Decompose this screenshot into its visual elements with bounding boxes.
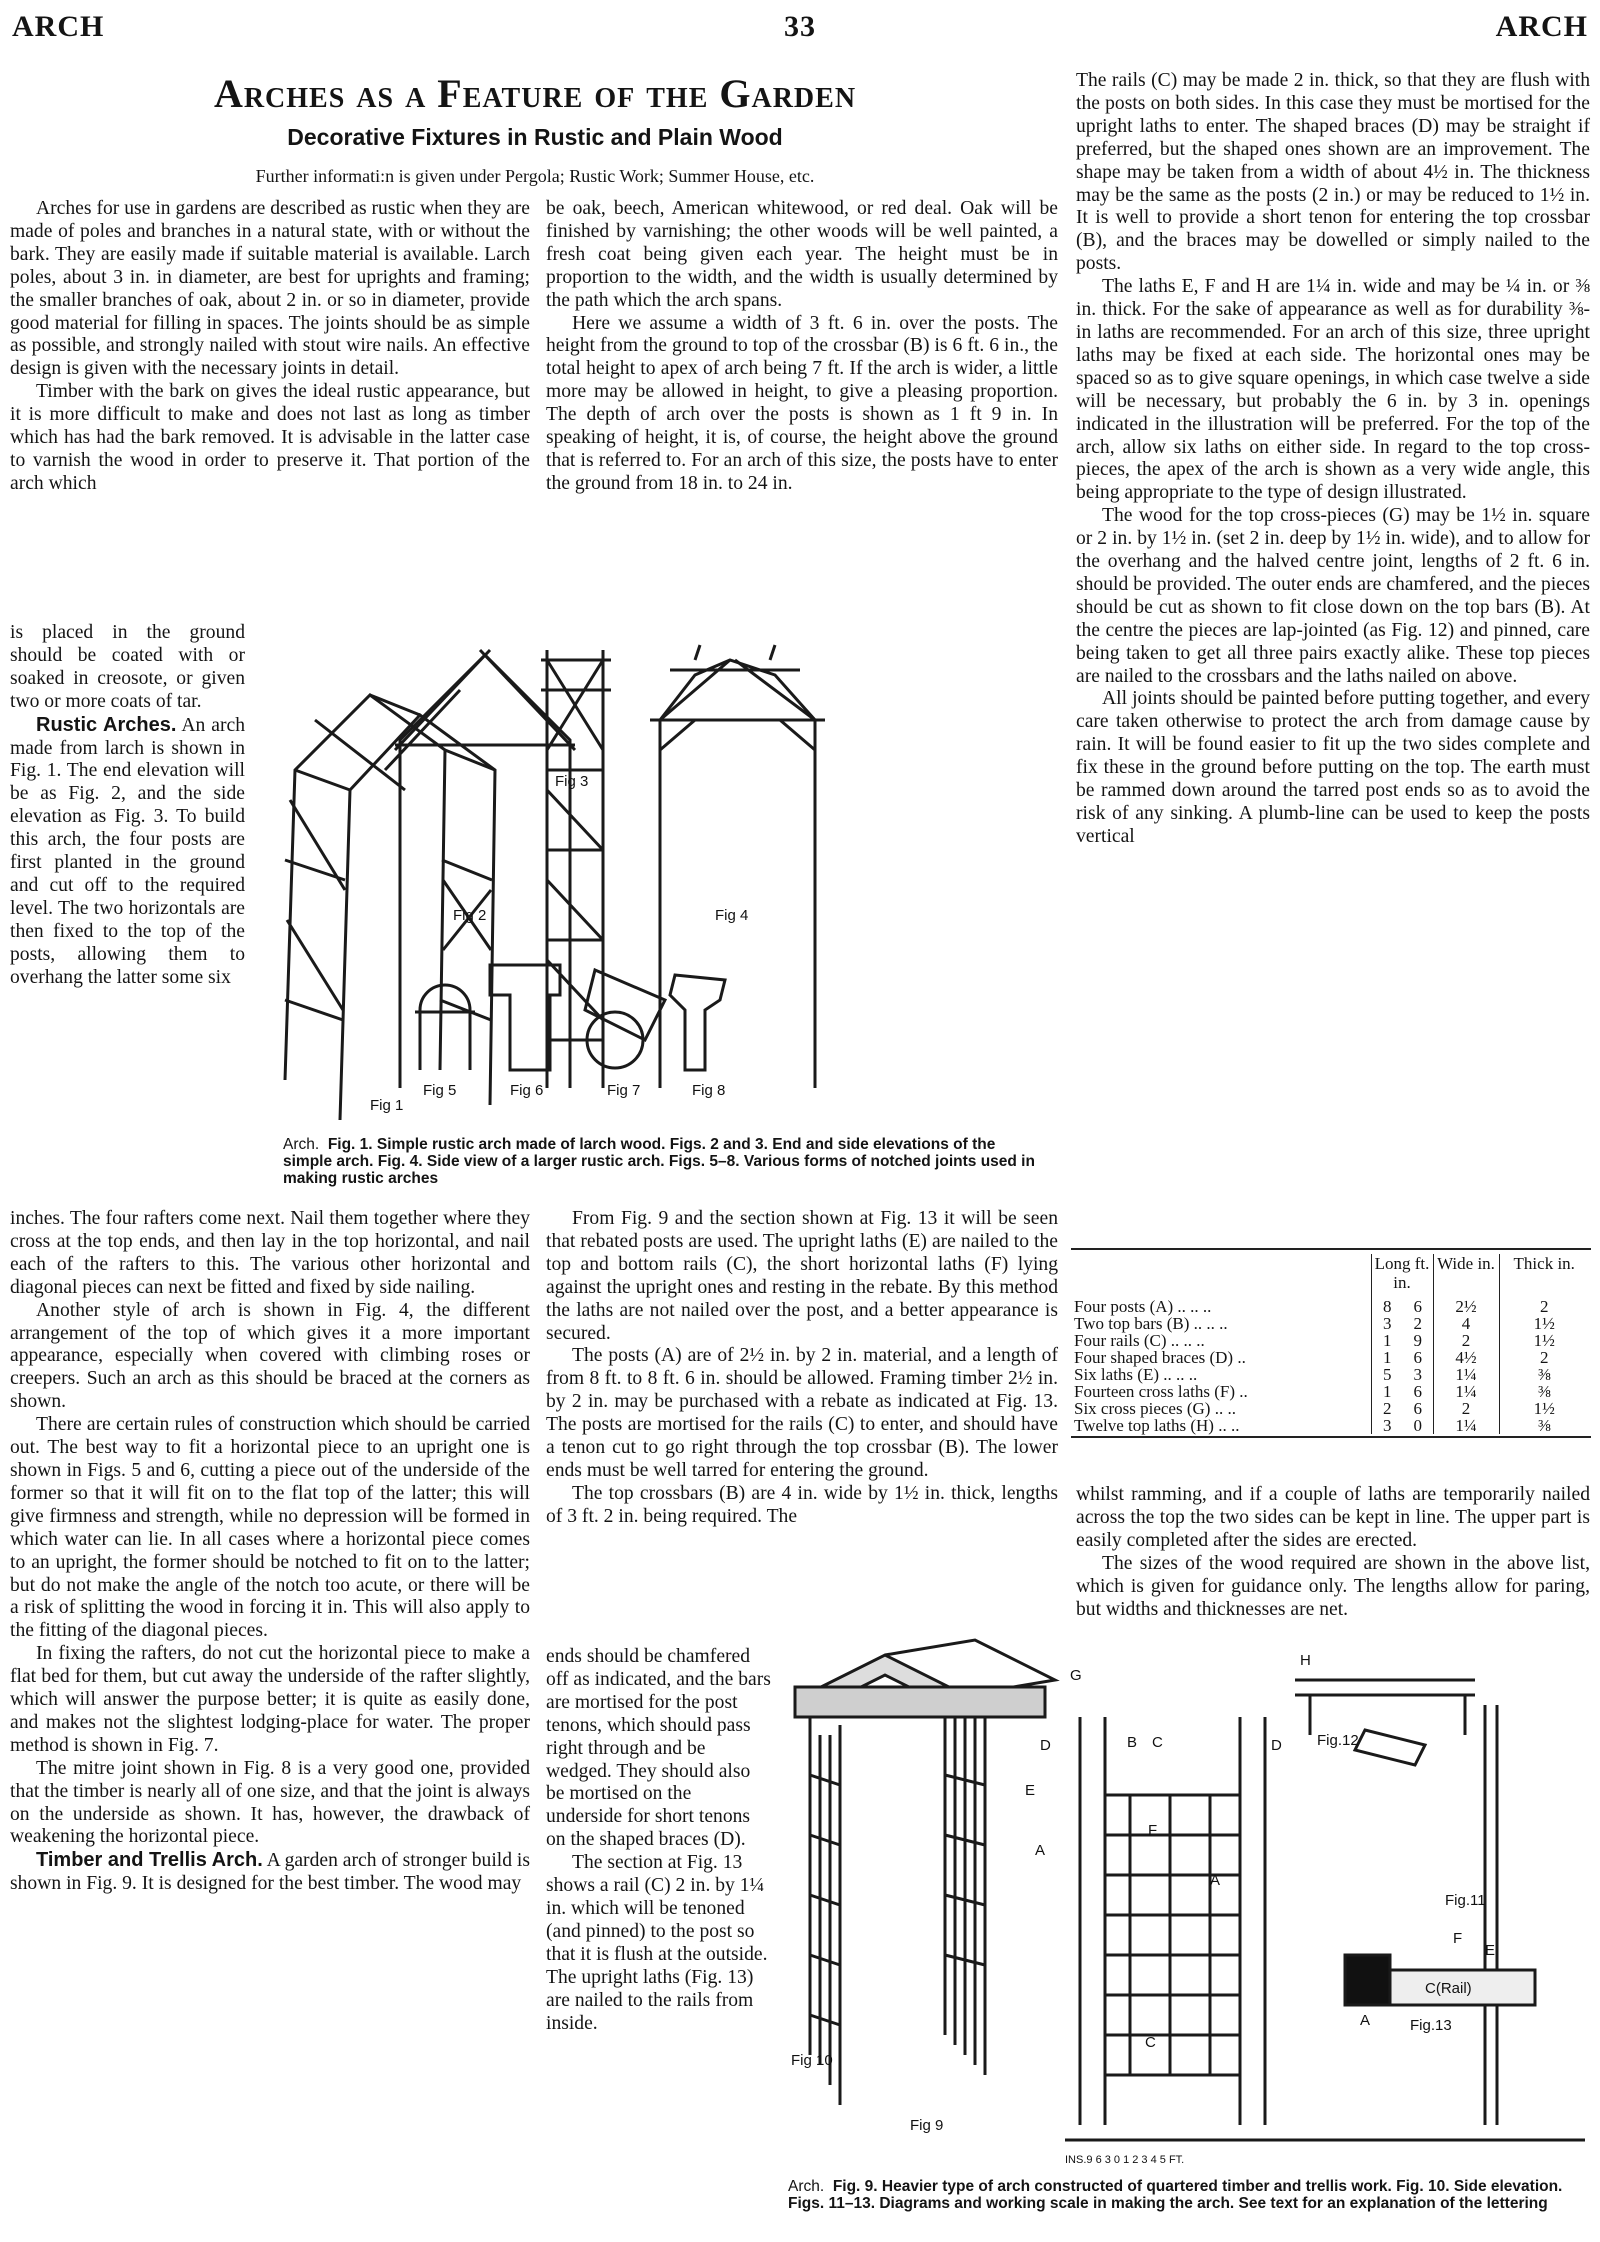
paragraph: Timber with the bark on gives the ideal rustic appearance, but it is more difficult to make and does not last as long as timber which has had the bark removed. It is advisable in the latter case to varnish the wood in order to preserve it. That portion of the arch which <box>10 381 530 494</box>
column-2-middle <box>546 1208 1058 1529</box>
column-3-upper <box>1076 70 1590 849</box>
paragraph: There are certain rules of construction which should be carried out. The best way to fit a horizontal piece to an upright one is shown in Figs. 5 and 6, cutting a piece out of the underside of the former so that it will fit on to the flat top of the latter; this will give firmness and strength, while no depression will be formed in which water can lie. In all cases where a horizontal piece comes to an upright, the former should be notched to fit on to the latter; but do not make the angle of the notch too acute, or there will be a risk of splitting the wood in forcing it in. This will also apply to the fitting of the diagonal pieces. <box>10 1414 530 1642</box>
label-g: G <box>1070 1667 1082 1684</box>
label-a: A <box>1035 1842 1046 1859</box>
paragraph: Arches for use in gardens are described as rustic when they are made of poles and branches in a natural state, with or without the bark. They are easily made if suitable material is available. Larch poles, about 3 in. in diameter, are best for uprights and framing; the smaller branches of oak, about 2 in. or so in diameter, provide good material for filling in spaces. The joints should be as simple as possible, and strongly nailed with stout wire nails. An effective design is given with the necessary joints in detail. <box>10 198 530 380</box>
label-d: D <box>1040 1737 1051 1754</box>
fig5-label: Fig 5 <box>423 1082 457 1099</box>
paragraph: inches. The four rafters come next. Nail them together where they cross at the top ends, and then lay in the top horizontal, and nail each of the rafters to this. The various other horizontal and diagonal pieces can next be fitted and fixed by side nailing. <box>10 1208 530 1298</box>
fig9-label: Fig 9 <box>910 2117 944 2134</box>
page-number: 33 <box>784 10 816 43</box>
cross-reference-note: Further informati:n is given under Pergola; Rustic Work; Summer House, etc. <box>255 166 815 186</box>
fig11-label: Fig.11 <box>1445 1892 1486 1909</box>
paragraph: The section at Fig. 13 shows a rail (C) 2 in. by 1¼ in. which will be tenoned (and pinned) to the post so that it is flush at the outside. The upright laths (Fig. 13) are nailed to the rails from inside. <box>546 1852 768 2034</box>
column-3-lower <box>1076 1484 1590 1621</box>
table-row: Six laths (E) .. .. .. 5 3 1¼ ⅜ <box>1071 1366 1589 1383</box>
bottom-figure-caption: Arch. Fig. 9. Heavier type of arch constructed of quartered timber and trellis work. Fig. 10. Side elevation. Figs. 11–13. Diagrams and working scale in making the arch. See text for an explanation of the lettering <box>788 2178 1563 2212</box>
table-row: Six cross pieces (G) .. .. 2 6 2 1½ <box>1071 1400 1589 1417</box>
top-figure-caption: Arch. Fig. 1. Simple rustic arch made of larch wood. Figs. 2 and 3. End and side elevations of the simple arch. Fig. 4. Side view of a larger rustic arch. Figs. 5–8. Various forms of notched joints used in making rustic arches <box>283 1136 1035 1187</box>
paragraph: The rails (C) may be made 2 in. thick, so that they are flush with the posts on both sides. In this case they must be mortised for the upright laths to enter. The shaped braces (D) may be straight if preferred, but the shaped ones shown are an improvement. The shape may be taken from a width of about 4½ in. The thickness may be the same as the posts (2 in.) or may be reduced to 1½ in. It is well to provide a short tenon for entering the top crossbar (B), and the braces may be dowelled or simply nailed to the posts. <box>1076 70 1590 275</box>
fig7-joint-drawing <box>585 970 665 1099</box>
table-header-wide: Wide in. <box>1433 1254 1499 1298</box>
table-header-long: Long ft. in. <box>1371 1254 1433 1298</box>
label-a-mid: A <box>1210 1872 1221 1889</box>
table-header-thick: Thick in. <box>1499 1254 1589 1298</box>
scale-label: INS.9 6 3 0 1 2 3 4 5 FT. <box>1065 2154 1185 2166</box>
fig13-label: Fig.13 <box>1410 2017 1452 2034</box>
fig2-label: Fig 2 <box>453 907 487 924</box>
paragraph: The posts (A) are of 2½ in. by 2 in. material, and a length of from 8 ft. to 8 ft. 6 in. should be allowed. Framing timber 2½ in. by 2 in. may be purchased with a rebate as indicated at Fig. 13. The posts are mortised for the rails (C) to enter, and should have a tenon cut to go right through the top crossbar (B). The lower ends must be well tarred for entering the ground. <box>546 1345 1058 1481</box>
fig3-label: Fig 3 <box>555 773 589 790</box>
fig4-larger-arch-drawing <box>650 645 825 1088</box>
fig7-label: Fig 7 <box>607 1082 641 1099</box>
label-e: E <box>1025 1782 1036 1799</box>
fig4-label: Fig 4 <box>715 907 749 924</box>
table-row: Four shaped braces (D) .. 1 6 4½ 2 <box>1071 1349 1589 1366</box>
table-row: Four rails (C) .. .. .. 1 9 2 1½ <box>1071 1332 1589 1349</box>
fig1-label: Fig 1 <box>370 1097 404 1114</box>
paragraph: ends should be chamfered off as indicated, and the bars are mortised for the post tenons, which should pass right through and be wedged. They should also be mortised on the underside for short tenons on the shaped braces (D). <box>546 1646 771 1851</box>
subheading-timber-trellis: Timber and Trellis Arch. <box>36 1849 263 1872</box>
fig6-label: Fig 6 <box>510 1082 544 1099</box>
column-1-lower <box>10 1208 530 1896</box>
paragraph: The mitre joint shown in Fig. 8 is a very good one, provided that the timber is nearly all of one size, and that the joint is always on the underside as shown. It has, however, the drawback of weakening the horizontal piece. <box>10 1757 530 1848</box>
column-2-narrow <box>546 1646 772 2035</box>
paragraph: is placed in the ground should be coated with or soaked in creosote, or given two or more coats of tar. <box>10 622 245 712</box>
fig10-label: Fig 10 <box>791 2052 833 2069</box>
table-row: Two top bars (B) .. .. .. 3 2 4 1½ <box>1071 1315 1589 1332</box>
fig1-rustic-arch-drawing <box>285 690 495 1120</box>
trellis-arch-figure <box>785 1635 1595 2175</box>
fig11-13-details-drawing <box>1065 1680 1535 2166</box>
subheading-rustic-arches: Rustic Arches. <box>36 713 177 736</box>
label-f-detail: F <box>1453 1930 1463 1947</box>
paragraph: be oak, beech, American whitewood, or red deal. Oak will be finished by varnishing; the other woods will be well painted, a fresh coat being given each year. The height must be in proportion to the width, and the width is usually determined by the path which the arch spans. <box>546 198 1058 311</box>
paragraph: The wood for the top cross-pieces (G) may be 1½ in. square or 2 in. by 1½ in. (set 2 in. deep by 1½ in. wide), and to allow for the overhang and the halved centre joint, lengths of 2 ft. 6 in. should be provided. The outer ends are chamfered, and the pieces should be cut as shown to fit close down on the top bars (B). At the centre the pieces are lap-jointed (as Fig. 12) and pinned, care being taken to get all three pairs exactly alike. These top pieces are nailed to the crossbars and the laths nailed on above. <box>1076 505 1590 687</box>
paragraph: Here we assume a width of 3 ft. 6 in. over the posts. The height from the ground to top of the crossbar (B) is 6 ft. 6 in., the total height to apex of arch being 7 ft. If the arch is wider, a little more may be allowed in height, to give a pleasing proportion. The depth of arch over the posts is shown as 1 ft 9 in. In speaking of height, it is, of course, the height above the ground that is referred to. For an arch of this size, the posts have to enter the ground from 18 in. to 24 in. <box>546 312 1058 494</box>
column-1-narrow <box>10 622 245 990</box>
paragraph: Another style of arch is shown in Fig. 4, the different arrangement of the top of which gives it a more important appearance, especially when covered with climbing roses or creepers. Such an arch as this should be braced at the corners as shown. <box>10 1299 530 1413</box>
fig8-joint-drawing <box>670 975 725 1099</box>
fig12-label: Fig.12 <box>1317 1732 1359 1749</box>
label-a-detail: A <box>1360 2012 1371 2029</box>
paragraph: In fixing the rafters, do not cut the horizontal piece to make a flat bed for them, but cut away the underside of the rafter slightly, which will answer the purpose better; it is quite as easily done, and makes not the slightest lodging-place for water. The proper method is shown in Fig. 7. <box>10 1643 530 1756</box>
column-1-upper <box>10 198 530 496</box>
column-2-upper <box>546 198 1058 496</box>
paragraph: whilst ramming, and if a couple of laths are temporarily nailed across the top the two sides can be kept in line. The upper part is easily completed after the sides are erected. <box>1076 1484 1590 1551</box>
table-row: Four posts (A) .. .. .. 8 6 2½ 2 <box>1071 1298 1589 1315</box>
label-h: H <box>1300 1652 1311 1669</box>
paragraph: An arch made from larch is shown in Fig. 1. The end elevation will be as Fig. 2, and the side elevation as Fig. 3. To build this arch, the four posts are first planted in the ground and cut off to the required level. The two horizontals are then fixed to the top of the posts, allowing them to overhang the latter some six <box>10 714 245 988</box>
running-head-left: ARCH <box>12 10 105 43</box>
paragraph: The laths E, F and H are 1¼ in. wide and may be ¼ in. or ⅜ in. thick. For the sake of appearance as well as for durability ⅜-in laths are recommended. For an arch of this size, three upright laths may be fixed at each side. The horizontal ones may be spaced so as to give square openings, in which case twelve a side will be necessary, but probably the 6 in. by 3 in. openings indicated in the illustration will be preferred. For the top of the arch, allow six laths on either side. In regard to the top cross-pieces, the apex of the arch is shown as a very wide angle, this being appropriate to the type of design illustrated. <box>1076 276 1590 504</box>
table-row: Twelve top laths (H) .. .. 3 0 1¼ ⅜ <box>1071 1417 1589 1434</box>
rustic-arches-figure <box>255 600 1055 1130</box>
rail-label: C(Rail) <box>1425 1980 1472 1997</box>
paragraph: The sizes of the wood required are shown in the above list, which is given for guidance only. The lengths allow for paring, but widths and thicknesses are net. <box>1076 1552 1590 1620</box>
label-d-right: D <box>1271 1737 1282 1754</box>
wood-sizes-table <box>1071 1248 1591 1438</box>
article-title: Arches as a Feature of the Garden <box>213 71 857 116</box>
paragraph: A garden arch of stronger build is shown in Fig. 9. It is designed for the best timber. The wood may <box>10 1850 530 1895</box>
paragraph: The top crossbars (B) are 4 in. wide by 1½ in. thick, lengths of 3 ft. 2 in. being required. The <box>546 1482 1058 1527</box>
paragraph: From Fig. 9 and the section shown at Fig. 13 it will be seen that rebated posts are used. The upright laths (E) are nailed to the top and bottom rails (C), the short horizontal laths (F) lying against the upright ones and resting in the rebate. By this method the laths are not nailed over the post, and a better appearance is secured. <box>546 1208 1058 1344</box>
table-row: Fourteen cross laths (F) .. 1 6 1¼ ⅜ <box>1071 1383 1589 1400</box>
label-f: F <box>1148 1822 1158 1839</box>
running-head-right: ARCH <box>1495 10 1588 43</box>
paragraph: All joints should be painted before putting together, and every care taken otherwise to protect the arch from damage cause by rain. It will be found easier to fit up the two sides complete and fix these in the ground before putting on the top. The earth must be rammed down around the tarred post ends so as to avoid the risk of any sinking. A plumb-line can be used to keep the posts vertical <box>1076 688 1590 847</box>
fig8-label: Fig 8 <box>692 1082 726 1099</box>
fig6-joint-drawing <box>490 965 560 1099</box>
label-c: C <box>1152 1734 1163 1751</box>
article-subtitle: Decorative Fixtures in Rustic and Plain Wood <box>287 124 783 150</box>
label-b: B <box>1127 1734 1138 1751</box>
label-e-detail: E <box>1485 1942 1496 1959</box>
label-c-lower: C <box>1145 2034 1156 2051</box>
